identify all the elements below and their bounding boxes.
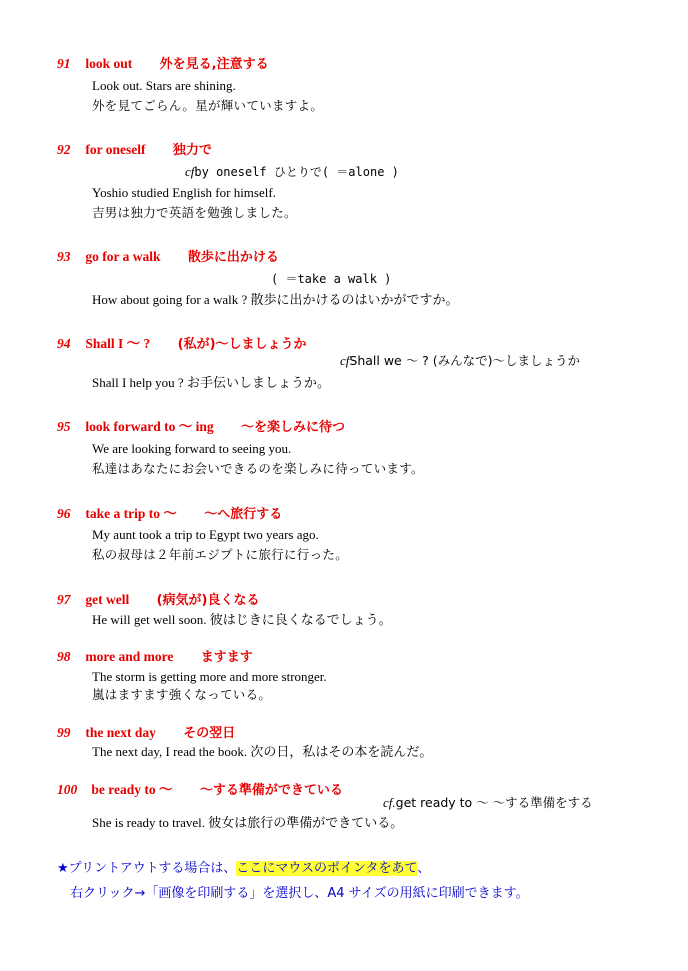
example-japanese: 私の叔母は２年前エジプトに旅行に行った。	[92, 547, 349, 562]
example-sentence: How about going for a walk ? 散歩に出かけるのはいかがですか。	[92, 292, 459, 307]
example-english: My aunt took a trip to Egypt two years ago.	[92, 527, 319, 542]
entry-number: 98	[57, 649, 71, 664]
entry-number: 100	[57, 782, 78, 797]
entry-meaning: 独力で	[172, 143, 212, 158]
example-english: We are looking forward to seeing you.	[92, 441, 292, 456]
entry-number: 93	[57, 249, 71, 264]
entry-heading	[57, 504, 282, 524]
entry-meaning: 散歩に出かける	[187, 250, 279, 265]
entry-phrase: look out	[85, 56, 133, 71]
entry-meaning: (私が)～しましょうか	[177, 337, 307, 352]
cf-note	[185, 163, 399, 181]
entry-meaning: ～する準備ができている	[199, 783, 343, 798]
entry-meaning: その翌日	[183, 726, 236, 741]
entry-number: 97	[57, 592, 71, 607]
entry-heading	[57, 647, 253, 667]
entry-meaning: ～を楽しみに待つ	[241, 420, 346, 435]
entry-number: 99	[57, 725, 71, 740]
cf-label: cf	[185, 164, 195, 179]
equivalent-note: ( ＝take a walk )	[271, 272, 392, 286]
example-sentence: The next day, I read the book. 次の日，私はその本を読んだ。	[92, 744, 433, 759]
entry-heading	[57, 140, 212, 160]
print-instruction-text: プリントアウトする場合は、	[68, 861, 237, 876]
entry-number: 94	[57, 336, 71, 351]
cf-label: cf	[340, 353, 350, 368]
entry-phrase: get well	[85, 592, 130, 607]
print-hover-target[interactable]: ここにマウスのポインタをあて	[236, 861, 418, 876]
entry-phrase: take a trip to ～	[85, 506, 177, 521]
entry-phrase: Shall I ～ ?	[85, 336, 151, 351]
entry-meaning: (病気が)良くなる	[156, 593, 260, 608]
cf-label: cf.	[383, 795, 396, 810]
star-icon: ★	[57, 861, 69, 876]
cf-text: get ready to ～ ～する準備をする	[395, 795, 593, 810]
cf-text: by oneself ひとりで( ＝alone )	[194, 165, 399, 179]
entry-heading	[57, 247, 279, 267]
example-japanese: 私達はあなたにお会いできるのを楽しみに待っています。	[92, 461, 424, 476]
entry-heading	[57, 723, 235, 743]
print-instruction-line-2: 右クリック→「画像を印刷する」を選択し、A4 サイズの用紙に印刷できます。	[70, 886, 529, 901]
entry-phrase: be ready to ～	[91, 782, 173, 797]
entry-heading	[57, 417, 345, 437]
entry-number: 95	[57, 419, 71, 434]
example-sentence: Shall I help you ? お手伝いしましょうか。	[92, 375, 330, 390]
cf-note	[340, 352, 580, 370]
entry-meaning: ますます	[200, 650, 253, 665]
entry-number: 91	[57, 56, 71, 71]
entry-phrase: look forward to ～ ing	[85, 419, 214, 434]
example-sentence: He will get well soon. 彼はじきに良くなるでしょう。	[92, 612, 392, 627]
example-english: Look out. Stars are shining.	[92, 78, 236, 93]
entry-number: 92	[57, 142, 71, 157]
entry-number: 96	[57, 506, 71, 521]
example-english: Yoshio studied English for himself.	[92, 185, 276, 200]
entry-phrase: more and more	[85, 649, 174, 664]
entry-heading	[57, 590, 260, 610]
example-japanese: 嵐はますます強くなっている。	[92, 687, 272, 702]
cf-note	[383, 794, 593, 812]
example-japanese: 吉男は独力で英語を勉強しました。	[92, 205, 297, 220]
entry-meaning: 外を見る,注意する	[159, 57, 269, 72]
entry-phrase: go for a walk	[85, 249, 161, 264]
cf-text: Shall we ～ ? (みんなで)～しましょうか	[349, 353, 581, 368]
print-instruction-punct: 、	[417, 861, 431, 876]
entry-heading	[57, 334, 307, 354]
entry-heading	[57, 780, 343, 800]
entry-meaning: ～へ旅行する	[204, 507, 283, 522]
example-sentence: She is ready to travel. 彼女は旅行の準備ができている。	[92, 815, 404, 830]
entry-heading	[57, 54, 269, 74]
example-japanese: 外を見てごらん。星が輝いていますよ。	[92, 98, 324, 113]
example-english: The storm is getting more and more stronger.	[92, 669, 327, 684]
print-instruction-line-1	[57, 858, 430, 880]
entry-phrase: for oneself	[85, 142, 146, 157]
entry-phrase: the next day	[85, 725, 156, 740]
